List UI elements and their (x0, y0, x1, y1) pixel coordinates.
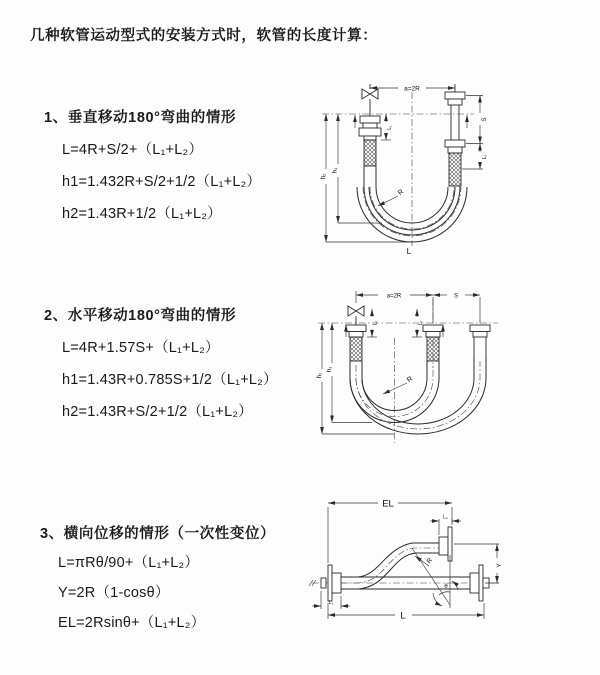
dim-label-l2: L₂ (482, 154, 488, 160)
dim-label-a2r: a=2R (386, 293, 402, 300)
section1-formula-h2: h2=1.43R+1/2（L₁+L₂） (62, 206, 222, 222)
section3-formula-L: L=πRθ/90+（L₁+L₂） (58, 555, 200, 571)
dim-s (433, 294, 480, 300)
dim-label-r: R (396, 188, 406, 198)
section1-formula-L: L=4R+S/2+（L₁+L₂） (62, 142, 204, 158)
valve-icon (348, 306, 364, 325)
diagram-horizontal-180-bend (310, 283, 600, 451)
section3-formula-Y: Y=2R（1-cosθ） (58, 585, 170, 601)
left-fitting (346, 325, 366, 361)
right-fitting (470, 325, 490, 357)
dim-label-h1: h₁ (327, 366, 333, 373)
section1-formula-h1: h1=1.432R+S/2+1/2（L₁+L₂） (62, 174, 262, 190)
dim-label-el: EL (382, 498, 394, 510)
section2-formula-L: L=4R+1.57S+（L₁+L₂） (62, 340, 220, 356)
section2-heading: 2、水平移动180°弯曲的情形 (44, 308, 237, 324)
centerlines (318, 299, 498, 443)
diagram-vertical-180-bend (312, 72, 592, 257)
dim-label-r: R (406, 375, 415, 385)
radius-callout (415, 556, 434, 566)
dim-label-y: Y (496, 563, 503, 568)
dim-label-s: S (453, 293, 459, 300)
page-title: 几种软管运动型式的安装方式时，软管的长度计算： (30, 28, 378, 44)
dim-label-h2: h₂ (321, 173, 327, 180)
dim-label-s: S (482, 117, 488, 122)
radius-callout (378, 189, 405, 206)
dim-label-L: L (406, 246, 412, 256)
dim-label-r: R (425, 556, 435, 566)
dim-label-L: L (400, 610, 406, 622)
section1-heading: 1、垂直移动180°弯曲的情形 (44, 110, 237, 126)
left-fitting (359, 116, 381, 166)
dim-label-h1: h₁ (332, 167, 339, 174)
dim-l2 (462, 144, 488, 170)
dim-label-a2r: a=2R (404, 85, 420, 93)
dim-label-l2: L₂ (443, 514, 448, 521)
diagram-lateral-displacement (300, 493, 600, 638)
dim-label-l1: L₁ (328, 600, 334, 606)
section2-formula-h2: h2=1.43R+S/2+1/2（L₁+L₂） (62, 404, 253, 420)
dim-l1 (381, 114, 393, 140)
section3-heading: 3、横向位移的情形（一次性变位） (40, 526, 276, 542)
dim-L (328, 603, 484, 622)
dim-a2r (356, 291, 480, 326)
left-flange (321, 565, 341, 601)
dim-s (466, 96, 488, 144)
valve-icon (362, 84, 378, 116)
right-fitting (445, 84, 465, 186)
section2-formula-h1: h1=1.43R+0.785S+1/2（L₁+L₂） (62, 372, 278, 388)
dim-label-l2: L₂ (417, 320, 424, 326)
section3-formula-EL: EL=2Rsinθ+（L₁+L₂） (58, 615, 206, 631)
radius-callout (383, 375, 414, 394)
dim-label-theta: θ (444, 584, 448, 590)
dim-l2 (430, 515, 461, 536)
dim-label-l1: L₁ (387, 125, 393, 130)
dim-label-h2: h₂ (317, 372, 323, 379)
dim-a2r (370, 86, 455, 93)
middle-fitting (423, 325, 443, 361)
dim-label-l1: L₁ (372, 320, 379, 326)
